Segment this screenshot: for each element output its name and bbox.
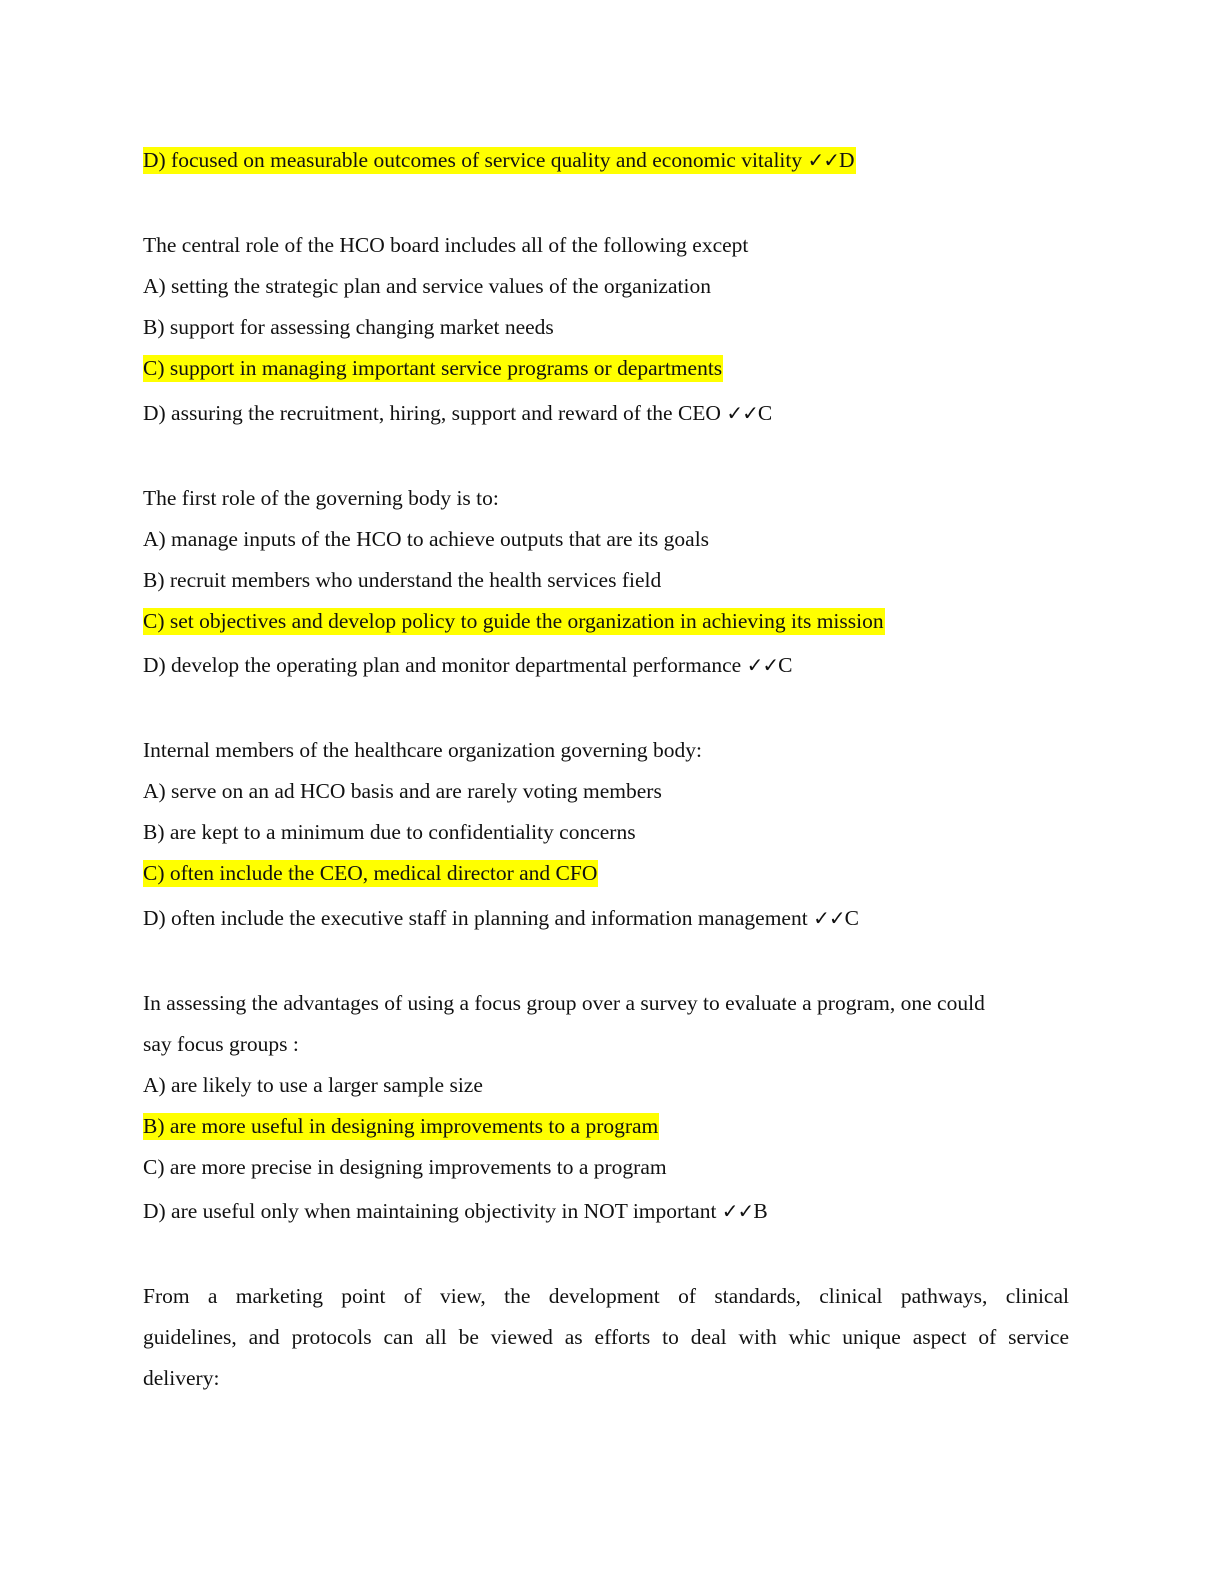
option-text: D) often include the executive staff in planning and information management [143, 906, 814, 930]
highlighted-answer [143, 147, 856, 174]
question-stem-5-line-2: say focus groups : [143, 1032, 299, 1056]
option-q5-d [143, 1197, 768, 1225]
option-q2-c [143, 354, 723, 382]
question-stem-4: Internal members of the healthcare organization governing body: [143, 738, 702, 762]
question-stem-5-line-1: In assessing the advantages of using a focus group over a survey to evaluate a program, one could [143, 991, 985, 1015]
option-q3-c [143, 607, 885, 635]
option-q5-b [143, 1112, 659, 1140]
option-text: D) develop the operating plan and monitor departmental performance [143, 653, 747, 677]
check-mark-icon: ✓✓ [746, 653, 779, 677]
highlighted-answer: C) support in managing important service programs or departments [143, 356, 723, 380]
question-stem-2: The central role of the HCO board includes all of the following except [143, 233, 749, 257]
question-stem-6-line-2: guidelines, and protocols can all be viewed as efforts to deal with whic unique aspect of service [143, 1325, 1069, 1349]
option-q2-b: B) support for assessing changing market needs [143, 315, 554, 339]
answer-letter: D [839, 148, 855, 172]
option-text: D) assuring the recruitment, hiring, support and reward of the CEO [143, 401, 727, 425]
highlighted-answer: B) are more useful in designing improvements to a program [143, 1114, 659, 1138]
option-text: D) are useful only when maintaining objectivity in NOT important [143, 1199, 722, 1223]
answer-letter: C [778, 653, 793, 677]
question-stem-6-line-3: delivery: [143, 1366, 220, 1390]
answer-letter: C [844, 906, 859, 930]
option-q4-a: A) serve on an ad HCO basis and are rarely voting members [143, 779, 662, 803]
answer-letter: B [753, 1199, 768, 1223]
check-mark-icon: ✓✓ [726, 401, 758, 425]
option-q1-d [143, 146, 856, 174]
highlighted-answer: C) often include the CEO, medical director and CFO [143, 861, 598, 885]
option-q4-d [143, 904, 859, 932]
option-q3-b: B) recruit members who understand the health services field [143, 568, 662, 592]
option-q3-a: A) manage inputs of the HCO to achieve outputs that are its goals [143, 527, 710, 551]
option-q3-d [143, 651, 792, 679]
check-mark-icon: ✓✓ [813, 906, 845, 930]
question-stem-3: The first role of the governing body is to: [143, 486, 499, 510]
check-mark-icon: ✓✓ [807, 148, 840, 172]
option-q5-a: A) are likely to use a larger sample size [143, 1073, 483, 1097]
option-q4-b: B) are kept to a minimum due to confidentiality concerns [143, 820, 636, 844]
option-q4-c [143, 859, 598, 887]
option-q5-c: C) are more precise in designing improvements to a program [143, 1155, 667, 1179]
check-mark-icon: ✓✓ [721, 1199, 754, 1223]
option-q2-d [143, 399, 772, 427]
highlighted-answer: C) set objectives and develop policy to guide the organization in achieving its mission [143, 609, 884, 633]
option-text: D) focused on measurable outcomes of service quality and economic vitality [143, 148, 808, 172]
question-stem-6-line-1: From a marketing point of view, the development of standards, clinical pathways, clinical [143, 1284, 1069, 1308]
option-q2-a: A) setting the strategic plan and service values of the organization [143, 274, 711, 298]
answer-letter: C [757, 401, 773, 425]
